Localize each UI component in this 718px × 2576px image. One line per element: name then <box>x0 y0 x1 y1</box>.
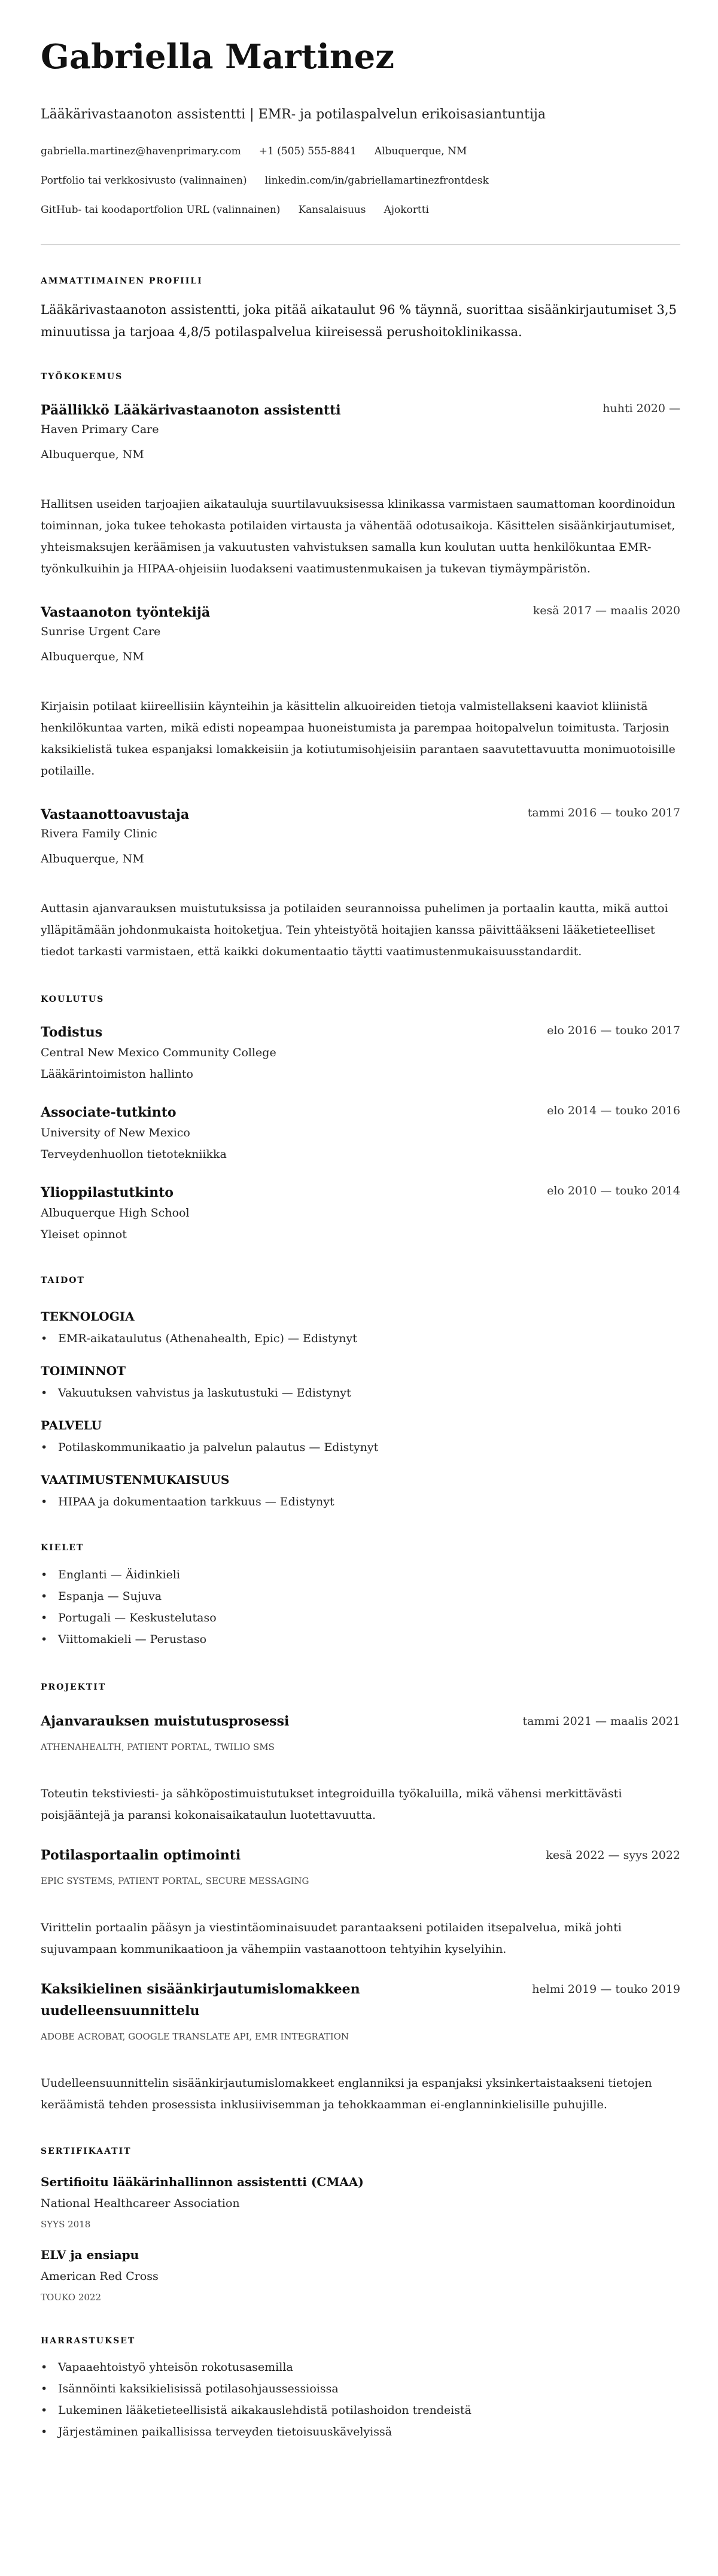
job-entry <box>41 603 680 782</box>
citizenship: Kansalaisuus <box>298 204 366 216</box>
section-heading: TAIDOT <box>41 1276 85 1285</box>
skill-group-heading: TEKNOLOGIA <box>41 1309 135 1324</box>
certification-date: SYYS 2018 <box>41 2219 91 2230</box>
skill-item: • HIPAA ja dokumentaation tarkkuus — Edistynyt <box>41 1493 680 1511</box>
phone: +1 (505) 555-8841 <box>258 145 357 157</box>
section-heading: AMMATTIMAINEN PROFIILI <box>41 276 203 286</box>
job-dates: kesä 2017 — maalis 2020 <box>533 604 680 617</box>
project-header <box>41 1845 680 1866</box>
job-location: Albuquerque, NM <box>41 448 144 461</box>
education-header <box>41 1103 680 1121</box>
job-header <box>41 806 680 824</box>
job-title: Vastaanoton työntekijä <box>41 605 211 620</box>
field-of-study: Yleiset opinnot <box>41 1228 127 1241</box>
profile-section <box>41 275 680 343</box>
language-item: • Espanja — Sujuva <box>41 1586 680 1607</box>
school: Albuquerque High School <box>41 1206 190 1220</box>
project-description: Virittelin portaalin pääsyn ja viestintäominaisuudet parantaakseni potilaiden itsepalvelua, mikä johti sujuvampaan kommunikaatioon ja vähempiin vastaanottoon tehtyihin kyselyihin. <box>41 1921 622 1956</box>
job-location: Albuquerque, NM <box>41 650 144 663</box>
education-header <box>41 1023 680 1041</box>
project-tech: ATHENAHEALTH, PATIENT PORTAL, TWILIO SMS <box>41 1742 275 1752</box>
hobby-item: • Vapaaehtoistyö yhteisön rokotusasemilla <box>41 2356 680 2378</box>
skill-group-heading: PALVELU <box>41 1418 102 1432</box>
education-dates: elo 2010 — touko 2014 <box>547 1184 680 1197</box>
education-entry <box>41 1023 680 1083</box>
contact-row <box>41 201 680 219</box>
projects-section <box>41 1681 680 2115</box>
education-header <box>41 1184 680 1202</box>
skills-section <box>41 1275 680 1511</box>
skill-group-heading: TOIMINNOT <box>41 1364 126 1378</box>
degree: Associate-tutkinto <box>41 1105 177 1120</box>
experience-section <box>41 371 680 962</box>
job-company: Haven Primary Care <box>41 423 159 436</box>
certification-date: TOUKO 2022 <box>41 2292 101 2303</box>
certification-issuer: National Healthcareer Association <box>41 2197 240 2210</box>
certification-issuer: American Red Cross <box>41 2270 159 2283</box>
certification-name: ELV ja ensiapu <box>41 2248 139 2262</box>
contact-row <box>41 142 680 160</box>
job-dates: tammi 2016 — touko 2017 <box>527 806 680 819</box>
project-tech: ADOBE ACROBAT, GOOGLE TRANSLATE API, EMR INTEGRATION <box>41 2031 349 2042</box>
skill-list <box>41 1384 680 1402</box>
hobbies-section <box>41 2335 680 2443</box>
headline: Lääkärivastaanoton assistentti | EMR- ja potilaspalvelun erikoisasiantuntija <box>41 107 546 122</box>
project-tech: EPIC SYSTEMS, PATIENT PORTAL, SECURE MESSAGING <box>41 1876 309 1886</box>
portfolio-link[interactable]: Portfolio tai verkkosivusto (valinnainen) <box>41 175 247 187</box>
project-title: Potilasportaalin optimointi <box>41 1848 241 1863</box>
profile-text: Lääkärivastaanoton assistentti, joka pitää aikataulut 96 % täynnä, suorittaa sisäänkirjautumiset 3,5 minuutissa ja tarjoaa 4,8/5 potilaspalvelua kiireisessä perushoitoklinikassa. <box>41 303 677 339</box>
project-header <box>41 1711 680 1732</box>
field-of-study: Lääkärintoimiston hallinto <box>41 1068 193 1081</box>
project-entry <box>41 1845 680 1960</box>
section-heading: KOULUTUS <box>41 995 105 1004</box>
project-description: Uudelleensuunnittelin sisäänkirjautumislomakkeet englanniksi ja espanjaksi yksinkertaistaakseni tietojen keräämistä tehden prosessista inklusiivisemman ja tehokkaamman ei-englanninkielisille puhujille. <box>41 2077 652 2111</box>
skill-list <box>41 1493 680 1511</box>
project-title: Kaksikielinen sisäänkirjautumislomakkeen uudelleensuunnittelu <box>41 1981 360 2019</box>
skill-group-heading: VAATIMUSTENMUKAISUUS <box>41 1473 230 1487</box>
job-title: Vastaanottoavustaja <box>41 807 190 822</box>
section-heading: SERTIFIKAATIT <box>41 2147 132 2156</box>
skill-item: • Vakuutuksen vahvistus ja laskutustuki — Edistynyt <box>41 1384 680 1402</box>
project-entry <box>41 1979 680 2115</box>
hobby-item: • Isännöinti kaksikielisissä potilasohjaussessioissa <box>41 2378 680 2400</box>
degree: Ylioppilastutkinto <box>41 1185 174 1200</box>
project-dates: helmi 2019 — touko 2019 <box>532 1983 680 1996</box>
school: University of New Mexico <box>41 1126 190 1139</box>
education-dates: elo 2016 — touko 2017 <box>547 1024 680 1037</box>
skill-item: • EMR-aikataulutus (Athenahealth, Epic) — Edistynyt <box>41 1330 680 1348</box>
drivers-license: Ajokortti <box>384 204 429 216</box>
certification-name: Sertifioitu lääkärinhallinnon assistentti (CMAA) <box>41 2175 364 2189</box>
hobby-item: • Lukeminen lääketieteellisistä aikakauslehdistä potilashoidon trendeistä <box>41 2400 680 2421</box>
hobby-item: • Järjestäminen paikallisissa terveyden tietoisuuskävelyissä <box>41 2421 680 2443</box>
project-title: Ajanvarauksen muistutusprosessi <box>41 1714 290 1729</box>
location: Albuquerque, NM <box>374 145 467 157</box>
job-company: Rivera Family Clinic <box>41 827 157 840</box>
candidate-name: Gabriella Martinez <box>41 37 395 77</box>
job-description: Hallitsen useiden tarjoajien aikatauluja suurtilavuuksisessa klinikassa varmistaen saumattoman koordinoidun toiminnan, joka tukee tehokasta potilaiden virtausta ja vähentää odotusaikoja. Käsittelen sisäänkirjautumiset, yhteismaksujen keräämisen ja vakuutusten vahvistuksen samalla kun koulutan uutta henkilökuntaa EMR-työnkulkuihin ja HIPAA-ohjeisiin luodakseni vaatimustenmukaisen ja tukevan tiymäympäristön. <box>41 498 676 575</box>
job-description: Auttasin ajanvarauksen muistutuksissa ja potilaiden seurannoissa puhelimen ja portaalin kautta, mikä auttoi ylläpitämään johdonmukaista hoitoketjua. Tein yhteistyötä hoitajien kanssa päivittääkseni lääketieteelliset tiedot tarkasti varmistaen, että kaikki dokumentaatio täytti vaatimustenmukaisuusstandardit. <box>41 902 668 958</box>
project-entry <box>41 1711 680 1826</box>
skill-list <box>41 1330 680 1348</box>
job-entry <box>41 806 680 962</box>
languages-section <box>41 1542 680 1650</box>
job-entry <box>41 401 680 580</box>
certification-entry <box>41 2173 680 2231</box>
resume-header <box>41 36 680 219</box>
resume <box>0 36 718 2443</box>
education-section <box>41 993 680 1243</box>
section-heading: HARRASTUKSET <box>41 2336 136 2346</box>
project-header <box>41 1979 680 2022</box>
job-header <box>41 603 680 621</box>
skill-list <box>41 1438 680 1456</box>
degree: Todistus <box>41 1025 103 1040</box>
job-header <box>41 401 680 419</box>
education-entry <box>41 1103 680 1163</box>
education-entry <box>41 1184 680 1243</box>
education-dates: elo 2014 — touko 2016 <box>547 1104 680 1117</box>
project-dates: kesä 2022 — syys 2022 <box>546 1849 680 1862</box>
github-link[interactable]: GitHub- tai koodaportfolion URL (valinnainen) <box>41 204 281 216</box>
school: Central New Mexico Community College <box>41 1046 276 1059</box>
job-company: Sunrise Urgent Care <box>41 625 161 638</box>
section-heading: PROJEKTIT <box>41 1682 107 1692</box>
job-dates: huhti 2020 — <box>603 402 680 415</box>
job-location: Albuquerque, NM <box>41 852 144 865</box>
certification-entry <box>41 2246 680 2304</box>
linkedin-link[interactable]: linkedin.com/in/gabriellamartinezfrontdesk <box>264 175 489 187</box>
section-heading: TYÖKOKEMUS <box>41 372 123 382</box>
skill-item: • Potilaskommunikaatio ja palvelun palautus — Edistynyt <box>41 1438 680 1456</box>
header-divider <box>41 244 680 245</box>
certifications-section <box>41 2145 680 2304</box>
language-item: • Englanti — Äidinkieli <box>41 1564 680 1586</box>
language-item: • Viittomakieli — Perustaso <box>41 1629 680 1650</box>
section-heading: KIELET <box>41 1543 84 1553</box>
job-title: Päällikkö Lääkärivastaanoton assistentti <box>41 403 341 418</box>
job-description: Kirjaisin potilaat kiireellisiin käynteihin ja käsittelin alkuoireiden tietoja valmistellakseni kaaviot kliinistä henkilökuntaa varten, mikä edisti nopeampaa huoneistumista ja parempaa hoitopalvelun toimitusta. Tarjosin kaksikielistä tukea espanjaksi lomakkeisiin ja kotiutumisohjeisiin parantaen saavutettavuutta monimuotoisille potilaille. <box>41 700 676 778</box>
project-dates: tammi 2021 — maalis 2021 <box>522 1715 680 1728</box>
contact-row <box>41 172 680 190</box>
email-link[interactable]: gabriella.martinez@havenprimary.com <box>41 145 241 157</box>
language-item: • Portugali — Keskustelutaso <box>41 1607 680 1629</box>
project-description: Toteutin tekstiviesti- ja sähköpostimuistutukset integroiduilla työkaluilla, mikä vähensi merkittävästi poisjääntejä ja paransi kokonaisaikataulun luotettavuutta. <box>41 1787 622 1822</box>
field-of-study: Terveydenhuollon tietotekniikka <box>41 1148 227 1161</box>
